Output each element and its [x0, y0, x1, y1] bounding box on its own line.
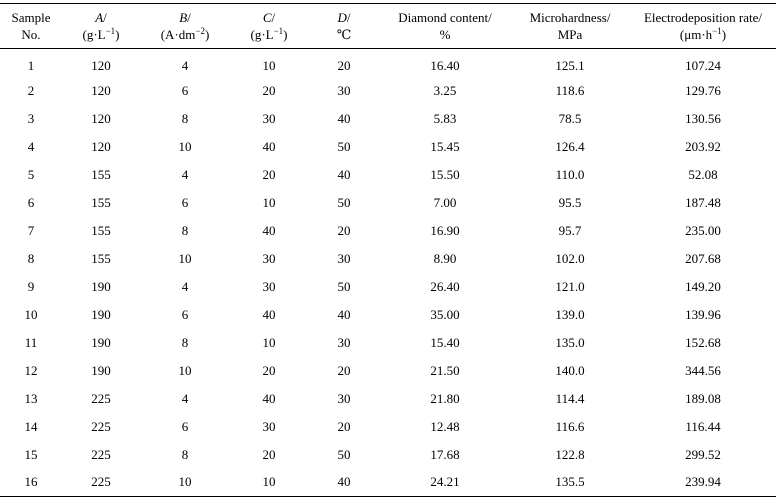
table-cell: 9	[27, 278, 35, 294]
table-cell: 139.0	[555, 306, 585, 322]
column-header-2	[140, 4, 230, 49]
table-cell: 122.8	[555, 446, 585, 462]
table-cell: 16.40	[430, 57, 460, 73]
table-cell: 207.68	[685, 250, 721, 266]
table-cell: 17.68	[430, 446, 460, 462]
table-cell: 203.92	[685, 138, 721, 154]
table-cell: 40	[262, 222, 276, 238]
table-cell: 190	[91, 306, 111, 322]
table-cell: 14	[24, 418, 38, 434]
table-cell: 3.25	[433, 82, 457, 98]
table-cell: 190	[91, 334, 111, 350]
table-cell: 10	[140, 469, 230, 497]
table-cell: 20	[337, 222, 351, 238]
table-cell: 235.00	[685, 222, 721, 238]
header-unit-close: )	[115, 27, 120, 42]
table-cell: 10	[178, 250, 192, 266]
table-row	[0, 273, 776, 301]
column-header-0	[0, 4, 62, 49]
table-cell: 344.56	[685, 362, 721, 378]
header-unit: (g·L	[250, 27, 274, 42]
table-cell: 135.5	[510, 469, 630, 497]
table-cell: 40	[337, 306, 351, 322]
table-cell: 10	[262, 194, 276, 210]
header-line-1	[62, 9, 140, 26]
header-variable: B	[179, 10, 188, 25]
header-variable: D	[337, 10, 347, 25]
table-cell: 135.0	[555, 334, 585, 350]
table-cell: 225	[91, 446, 111, 462]
table-cell: 40	[337, 110, 351, 126]
table-cell: 7	[27, 222, 35, 238]
table-cell: 225	[91, 390, 111, 406]
table-row	[0, 441, 776, 469]
table-cell: 6	[181, 306, 189, 322]
table-cell: 15	[24, 446, 38, 462]
table-cell: 52.08	[688, 166, 718, 182]
table-cell: 120	[91, 110, 111, 126]
table-cell: 50	[337, 194, 351, 210]
table-cell: 10	[24, 306, 38, 322]
table-cell: 4	[181, 57, 189, 73]
table-cell: 120	[91, 57, 111, 73]
header-line-1	[308, 9, 380, 26]
table-cell: 40	[262, 306, 276, 322]
table-cell: 21.50	[430, 362, 460, 378]
column-header-4	[308, 4, 380, 49]
table-cell: 4	[27, 138, 35, 154]
table-cell: 40	[262, 138, 276, 154]
table-cell: 30	[337, 250, 351, 266]
table-cell: 10	[178, 138, 192, 154]
header-line-2	[140, 26, 230, 43]
table-cell: 5	[27, 166, 35, 182]
header-slash: /	[103, 10, 107, 25]
table-cell: 40	[337, 166, 351, 182]
table-cell: 24.21	[380, 469, 510, 497]
table-cell: 155	[91, 222, 111, 238]
table-cell: 2	[27, 82, 35, 98]
table-row	[0, 161, 776, 189]
column-header-5	[380, 4, 510, 49]
table-row	[0, 49, 776, 77]
table-body	[0, 49, 776, 497]
header-unit-exponent: −1	[273, 26, 284, 36]
header-unit: (g·L	[82, 27, 106, 42]
table-cell: 7.00	[433, 194, 457, 210]
table-cell: 139.96	[685, 306, 721, 322]
header-unit: ℃	[336, 27, 352, 42]
table-cell: 239.94	[630, 469, 776, 497]
table-row	[0, 245, 776, 273]
table-cell: 15.45	[430, 138, 460, 154]
table-cell: 30	[337, 334, 351, 350]
header-line-2: No.	[21, 27, 41, 42]
table-cell: 20	[262, 362, 276, 378]
table-cell: 225	[91, 418, 111, 434]
header-line-1	[230, 9, 308, 26]
header-variable: C	[262, 10, 272, 25]
table-cell: 95.7	[558, 222, 582, 238]
table-cell: 189.08	[685, 390, 721, 406]
table-row	[0, 469, 776, 497]
table-cell: 30	[337, 390, 351, 406]
table-cell: 26.40	[430, 278, 460, 294]
table-cell: 78.5	[558, 110, 582, 126]
header-variable: A	[95, 10, 104, 25]
header-line-2	[630, 26, 776, 43]
table-cell: 8	[181, 334, 189, 350]
header-line-1: Sample	[11, 10, 51, 25]
table-row	[0, 105, 776, 133]
table-cell: 114.4	[555, 390, 585, 406]
table-cell: 116.44	[685, 418, 721, 434]
header-line-2	[308, 26, 380, 43]
table-cell: 149.20	[685, 278, 721, 294]
column-header-1	[62, 4, 140, 49]
table-row	[0, 189, 776, 217]
header-unit-exponent: −1	[105, 26, 116, 36]
table-cell: 10	[262, 334, 276, 350]
table-cell: 5.83	[433, 110, 457, 126]
table-cell: 152.68	[685, 334, 721, 350]
table-cell: 16.90	[430, 222, 460, 238]
table-row	[0, 133, 776, 161]
data-table	[0, 3, 776, 497]
table-cell: 8	[27, 250, 35, 266]
table-cell: 6	[181, 82, 189, 98]
table-cell: 155	[91, 166, 111, 182]
table-cell: 190	[91, 362, 111, 378]
table-cell: 12.48	[430, 418, 460, 434]
table-cell: 8	[181, 446, 189, 462]
table-cell: 8.90	[433, 250, 457, 266]
table-cell: 30	[337, 82, 351, 98]
table-cell: 3	[27, 110, 35, 126]
column-header-7	[630, 4, 776, 49]
table-cell: 1	[27, 57, 35, 73]
table-cell: 10	[230, 469, 308, 497]
table-cell: 102.0	[555, 250, 585, 266]
table-cell: 4	[181, 278, 189, 294]
header-line-1: Microhardness/	[529, 10, 611, 25]
header-line-2: MPa	[557, 27, 583, 42]
header-unit-close: )	[721, 27, 727, 42]
table-cell: 116.6	[555, 418, 585, 434]
table-cell: 30	[262, 418, 276, 434]
table-cell: 40	[262, 390, 276, 406]
column-header-6	[510, 4, 630, 49]
table-cell: 129.76	[685, 82, 721, 98]
header-line-1	[140, 9, 230, 26]
table-cell: 16	[0, 469, 62, 497]
table-cell: 20	[337, 57, 351, 73]
header-line-1: Diamond content/	[398, 10, 492, 25]
table-cell: 20	[337, 362, 351, 378]
table-cell: 130.56	[685, 110, 721, 126]
header-line-2	[230, 26, 308, 43]
table-cell: 6	[181, 194, 189, 210]
table-cell: 20	[262, 446, 276, 462]
header-row	[0, 4, 776, 49]
table-cell: 21.80	[430, 390, 460, 406]
header-unit-close: )	[204, 27, 210, 42]
table-cell: 155	[91, 194, 111, 210]
column-header-3	[230, 4, 308, 49]
table-cell: 6	[181, 418, 189, 434]
table-cell: 6	[27, 194, 35, 210]
table-cell: 30	[262, 278, 276, 294]
table-cell: 10	[178, 362, 192, 378]
table-cell: 8	[181, 222, 189, 238]
table-row	[0, 217, 776, 245]
table-cell: 35.00	[430, 306, 460, 322]
table-cell: 11	[24, 334, 38, 350]
header-slash: /	[271, 10, 276, 25]
table-row	[0, 413, 776, 441]
header-slash: /	[346, 10, 351, 25]
table-cell: 20	[262, 82, 276, 98]
table-cell: 30	[262, 110, 276, 126]
table-cell: 299.52	[685, 446, 721, 462]
header-unit: (A·dm	[160, 27, 196, 42]
table-cell: 50	[337, 138, 351, 154]
table-cell: 15.40	[430, 334, 460, 350]
header-unit: (μm·h	[679, 27, 713, 42]
header-line-2: %	[439, 27, 451, 42]
table-row	[0, 385, 776, 413]
table-cell: 187.48	[685, 194, 721, 210]
table-cell: 120	[91, 138, 111, 154]
table-cell: 4	[181, 166, 189, 182]
table-cell: 40	[308, 469, 380, 497]
table-cell: 50	[337, 446, 351, 462]
header-unit-close: )	[283, 27, 288, 42]
header-slash: /	[187, 10, 191, 25]
table-cell: 120	[91, 82, 111, 98]
table-cell: 107.24	[685, 57, 721, 73]
table-cell: 110.0	[555, 166, 585, 182]
table-cell: 20	[262, 166, 276, 182]
table-row	[0, 301, 776, 329]
table-cell: 190	[91, 278, 111, 294]
table-cell: 121.0	[555, 278, 585, 294]
table-cell: 10	[262, 57, 276, 73]
header-unit-exponent: −2	[195, 26, 205, 36]
table-cell: 30	[262, 250, 276, 266]
table-cell: 4	[181, 390, 189, 406]
table-cell: 95.5	[558, 194, 582, 210]
table-cell: 126.4	[555, 138, 585, 154]
table-cell: 12	[24, 362, 38, 378]
header-unit-exponent: −1	[712, 26, 722, 36]
table-cell: 118.6	[555, 82, 585, 98]
table-cell: 50	[337, 278, 351, 294]
table-row	[0, 329, 776, 357]
header-line-2	[62, 26, 140, 43]
table-cell: 140.0	[555, 362, 585, 378]
table-row	[0, 77, 776, 105]
header-line-1: Electrodeposition rate/	[643, 10, 763, 25]
table-row	[0, 357, 776, 385]
table-cell: 155	[91, 250, 111, 266]
table-cell: 15.50	[430, 166, 460, 182]
table-cell: 13	[24, 390, 38, 406]
table-cell: 125.1	[555, 57, 585, 73]
table-cell: 20	[337, 418, 351, 434]
table-cell: 8	[181, 110, 189, 126]
table-cell: 225	[62, 469, 140, 497]
